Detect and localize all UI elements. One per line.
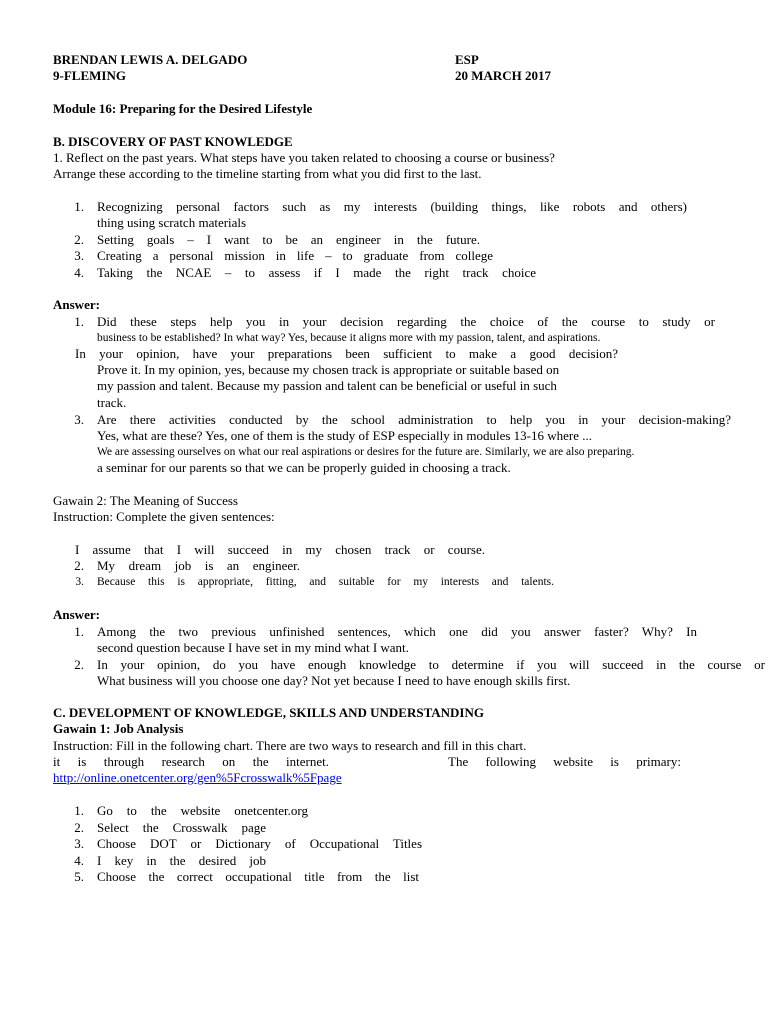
onet-link[interactable]: http://online.onetcenter.org/gen%5Fcrosswalk%5Fpage	[53, 770, 342, 785]
step-item: I key in the desired job	[97, 853, 266, 868]
section-c-subheading: Gawain 1: Job Analysis	[53, 721, 184, 736]
step-number: 5.	[74, 869, 84, 884]
answer-1-line1: Did these steps help you in your decision regarding the choice of the course to study or	[97, 314, 715, 329]
student-name: BRENDAN LEWIS A. DELGADO	[53, 52, 248, 67]
step-item: Select the Crosswalk page	[97, 820, 266, 835]
step-item: Creating a personal mission in life – to graduate from college	[97, 248, 493, 263]
answer-2-line1: In your opinion, have your preparations been sufficient to make a good decision?	[75, 346, 618, 361]
gawain2-answer-2-line1: In your opinion, do you have enough knowledge to determine if you will succeed in the course or	[97, 657, 765, 672]
answer-number: 1.	[74, 314, 84, 329]
answer-label: Answer:	[53, 297, 100, 312]
sentence-number: 2.	[74, 558, 84, 573]
sentence-1: I assume that I will succeed in my chosen track or course.	[75, 542, 485, 557]
gawain2-answer-2-line2: What business will you choose one day? Not yet because I need to have enough skills first.	[97, 673, 571, 688]
sentence-3: Because this is appropriate, fitting, and suitable for my interests and talents.	[97, 576, 554, 588]
gawain2-instruction: Instruction: Complete the given sentences:	[53, 509, 275, 524]
module-title: Module 16: Preparing for the Desired Lifestyle	[53, 101, 313, 116]
answer-3-line3: We are assessing ourselves on what our real aspirations or desires for the future are. Similarly, we are also preparing.	[97, 446, 635, 458]
section-b-question-line2: Arrange these according to the timeline starting from what you did first to the last.	[53, 166, 482, 181]
step-item: Taking the NCAE – to assess if I made the right track choice	[97, 265, 536, 280]
gawain2-title: Gawain 2: The Meaning of Success	[53, 493, 238, 508]
gawain2-answer-1-line1: Among the two previous unfinished sentences, which one did you answer faster? Why? In	[97, 624, 697, 639]
step-number: 2.	[74, 232, 84, 247]
step-number: 4.	[74, 853, 84, 868]
answer-label: Answer:	[53, 607, 100, 622]
answer-number: 1.	[74, 624, 84, 639]
answer-1-line2: business to be established? In what way? Yes, because it aligns more with my passion, talent, and aspirations.	[97, 332, 601, 344]
gawain2-answer-1-line2: second question because I have set in my mind what I want.	[97, 640, 409, 655]
step-item: Choose DOT or Dictionary of Occupational Titles	[97, 836, 422, 851]
answer-2-line4: track.	[97, 395, 127, 410]
step-number: 1.	[74, 199, 84, 214]
section-b-question-line1: 1. Reflect on the past years. What steps have you taken related to choosing a course or business?	[53, 150, 555, 165]
sentence-2: My dream job is an engineer.	[97, 558, 300, 573]
step-number: 4.	[74, 265, 84, 280]
section-c-heading: C. DEVELOPMENT OF KNOWLEDGE, SKILLS AND UNDERSTANDING	[53, 705, 484, 720]
step-item: Choose the correct occupational title from the list	[97, 869, 419, 884]
step-number: 2.	[74, 820, 84, 835]
date: 20 MARCH 2017	[455, 68, 552, 83]
section-c-line2-left: it is through research on the internet.	[53, 754, 329, 769]
sentence-number: 3.	[75, 576, 84, 588]
answer-3-line4: a seminar for our parents so that we can be properly guided in choosing a track.	[97, 460, 511, 475]
section-b-heading: B. DISCOVERY OF PAST KNOWLEDGE	[53, 134, 293, 149]
step-item: Go to the website onetcenter.org	[97, 803, 308, 818]
step-number: 3.	[74, 248, 84, 263]
subject: ESP	[455, 52, 479, 67]
answer-2-line3: my passion and talent. Because my passion and talent can be beneficial or useful in such	[97, 378, 557, 393]
answer-2-line2: Prove it. In my opinion, yes, because my chosen track is appropriate or suitable based on	[97, 362, 560, 377]
answer-number: 2.	[74, 657, 84, 672]
step-number: 1.	[74, 803, 84, 818]
step-item-continuation: thing using scratch materials	[97, 215, 247, 230]
step-item: Recognizing personal factors such as my interests (building things, like robots and others)	[97, 199, 687, 214]
student-section: 9-FLEMING	[53, 68, 126, 83]
answer-number: 3.	[74, 412, 84, 427]
answer-3-line2: Yes, what are these? Yes, one of them is the study of ESP especially in modules 13-16 where ...	[97, 428, 593, 443]
step-number: 3.	[74, 836, 84, 851]
section-c-line2-right: The following website is primary:	[448, 754, 681, 769]
section-c-instruction: Instruction: Fill in the following chart. There are two ways to research and fill in this chart.	[53, 738, 527, 753]
answer-3-line1: Are there activities conducted by the school administration to help you in your decision-making?	[97, 412, 731, 427]
step-item: Setting goals – I want to be an engineer in the future.	[97, 232, 480, 247]
